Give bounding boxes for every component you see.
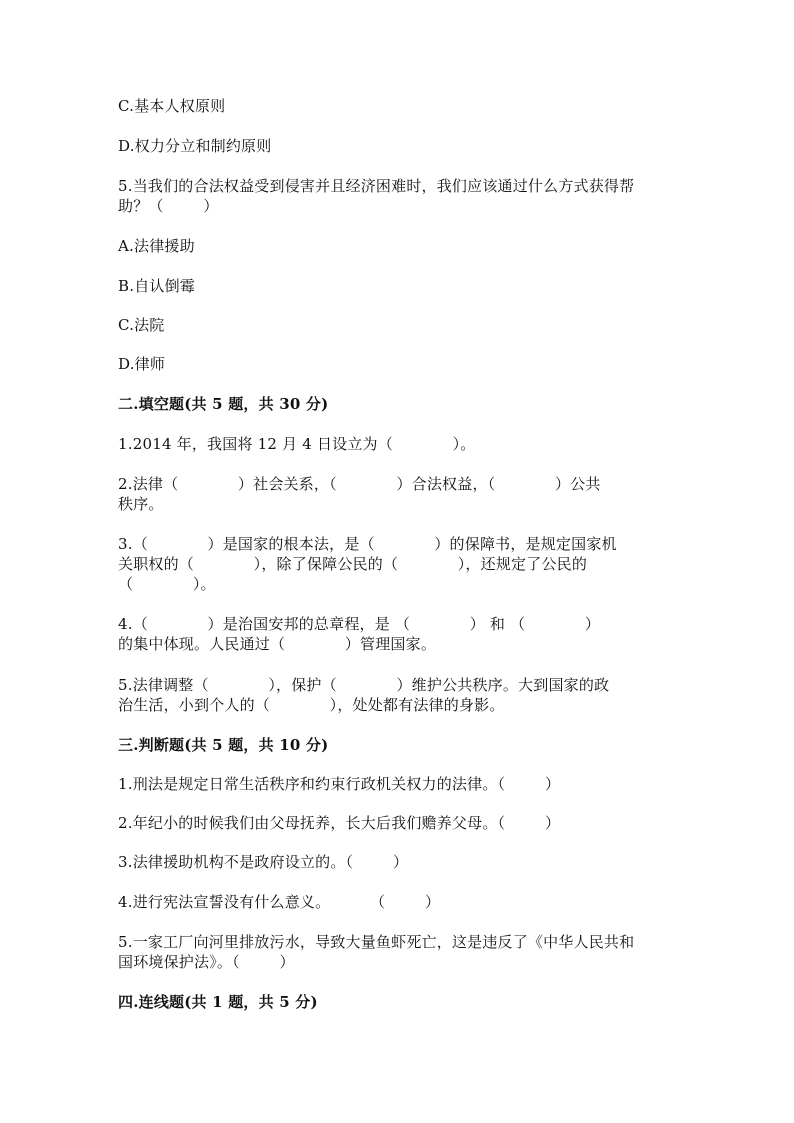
tf-question-2: 2.年纪小的时候我们由父母抚养，长大后我们赡养父母。（ ） (118, 814, 561, 832)
section-true-false-heading: 三.判断题(共 5 题，共 10 分) (118, 736, 329, 754)
option-a-q5: A.法律援助 (118, 237, 195, 255)
fill-question-1: 1.2014 年，我国将 12 月 4 日设立为（ ）。 (118, 435, 476, 453)
section-matching-heading: 四.连线题(共 1 题，共 5 分) (118, 993, 318, 1011)
option-d-q4: D.权力分立和制约原则 (118, 137, 272, 155)
question-5-line1: 5.当我们的合法权益受到侵害并且经济困难时，我们应该通过什么方式获得帮 (118, 177, 635, 195)
fill-question-3-line2: 关职权的（ ），除了保障公民的（ ），还规定了公民的 (118, 555, 588, 573)
option-b-q5: B.自认倒霉 (118, 277, 195, 295)
fill-question-4-line2: 的集中体现。人民通过（ ）管理国家。 (118, 635, 437, 653)
tf-question-5-line1: 5.一家工厂向河里排放污水，导致大量鱼虾死亡，这是违反了《中华人民共和 (118, 933, 635, 951)
tf-question-5-line2: 国环境保护法》。（ ） (118, 953, 295, 971)
option-c-q4: C.基本人权原则 (118, 97, 226, 115)
fill-question-2-line1: 2.法律（ ）社会关系，（ ）合法权益，（ ）公共 (118, 475, 601, 493)
option-c-q5: C.法院 (118, 316, 165, 334)
fill-question-4-line1: 4.（ ）是治国安邦的总章程，是 （ ） 和 （ ） (118, 615, 601, 633)
fill-question-5-line2: 治生活，小到个人的（ ），处处都有法律的身影。 (118, 696, 505, 714)
fill-question-5-line1: 5.法律调整（ ），保护（ ）维护公共秩序。大到国家的政 (118, 676, 610, 694)
fill-question-2-line2: 秩序。 (118, 495, 164, 513)
tf-question-1: 1.刑法是规定日常生活秩序和约束行政机关权力的法律。（ ） (118, 775, 561, 793)
fill-question-3-line1: 3.（ ）是国家的根本法，是（ ）的保障书，是规定国家机 (118, 535, 617, 553)
question-5-line2: 助？（ ） (118, 197, 219, 215)
tf-question-4: 4.进行宪法宣誓没有什么意义。 （ ） (118, 893, 441, 911)
tf-question-3: 3.法律援助机构不是政府设立的。（ ） (118, 853, 409, 871)
fill-question-3-line3: （ ）。 (118, 575, 216, 593)
section-fill-blank-heading: 二.填空题(共 5 题，共 30 分) (118, 395, 329, 413)
option-d-q5: D.律师 (118, 355, 166, 373)
